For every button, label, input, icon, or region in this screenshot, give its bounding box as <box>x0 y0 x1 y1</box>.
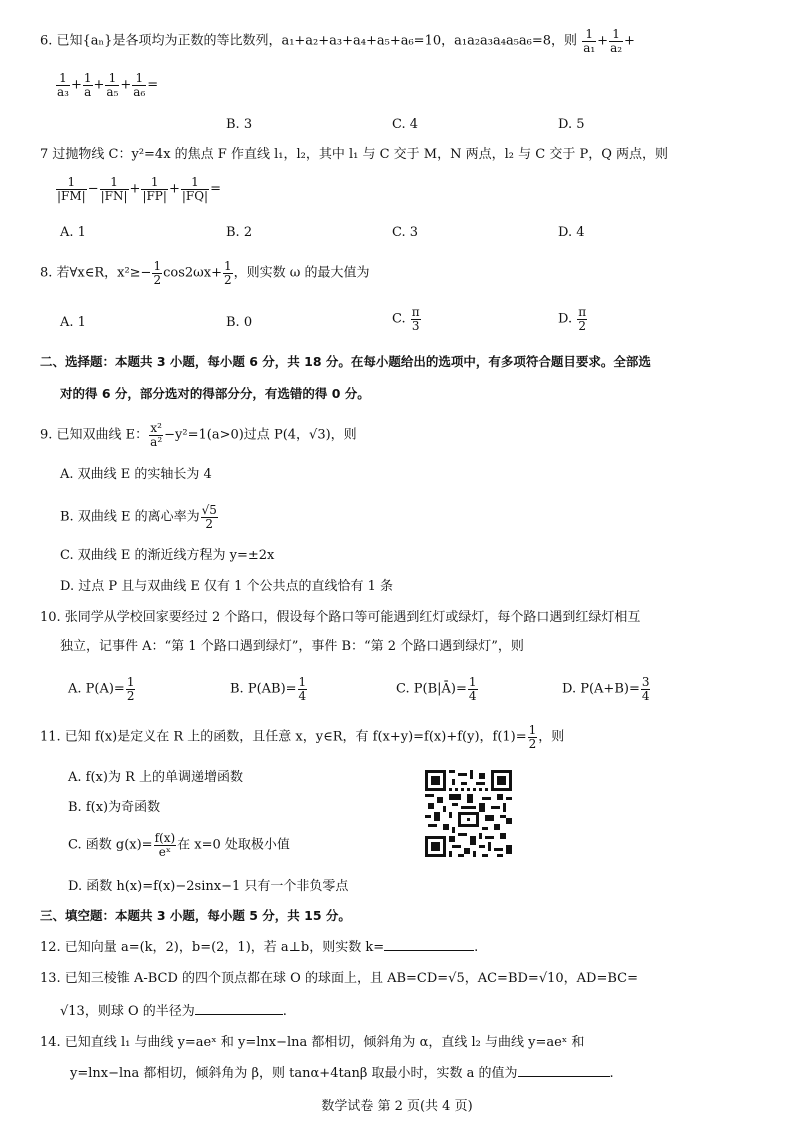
q8-option-b: B. 0 <box>226 315 253 330</box>
frac: $\frac{1}{|FP|}$ <box>142 175 167 203</box>
q10-stem-cont: 独立，记事件 A：“第 1 个路口遇到绿灯”，事件 B：“第 2 个路口遇到绿灯”，则 <box>60 639 524 654</box>
q13-answer-blank[interactable] <box>195 1004 283 1015</box>
q6-stem-cont: $\frac{1}{\text{a₃}}$ + $\frac{1}{a}$ + $\frac{1}{\text{a₅}}$ + $\frac{1}{\text{a₆}}$ = <box>57 71 159 99</box>
frac: $\frac{1}{2}$ <box>153 259 162 287</box>
section3-heading: 三、填空题：本题共 3 小题，每小题 5 分，共 15 分。 <box>40 908 351 923</box>
frac: $\frac{1}{\text{a₅}}$ <box>106 71 119 99</box>
frac: $\frac{\pi}{2}$ <box>578 305 587 333</box>
q8-stem: 8. 若∀x∈R，x²≥− $\frac{1}{2}$ cos2ωx+ $\frac{1}{2}$ ，则实数 ω 的最大值为 <box>40 259 370 287</box>
frac: $\frac{1}{\text{a₆}}$ <box>133 71 146 99</box>
q6-option-d: D. 5 <box>558 117 585 132</box>
q11-option-c: C. 函数 g(x)= $\frac{f(x)}{\text{eˣ}}$ 在 x=0 处取极小值 <box>68 831 290 859</box>
q8-option-a: A. 1 <box>60 315 86 330</box>
frac: $\frac{√5}{2}$ <box>201 503 217 531</box>
q9-option-a: A. 双曲线 E 的实轴长为 4 <box>60 467 212 482</box>
q9-stem: 9. 已知双曲线 E： $\frac{\text{x²}}{\text{a²}}$ −y²=1(a>0)过点 P(4，√3)，则 <box>40 421 357 449</box>
q9-option-b: B. 双曲线 E 的离心率为 $\frac{√5}{2}$ <box>60 503 217 531</box>
q11-option-d: D. 函数 h(x)=f(x)−2sinx−1 只有一个非负零点 <box>68 879 349 894</box>
q7-option-d: D. 4 <box>558 225 585 240</box>
frac: $\frac{1}{2}$ <box>223 259 232 287</box>
frac: $\frac{1}{2}$ <box>126 675 135 703</box>
frac: $\frac{1}{\text{a₂}}$ <box>610 27 623 55</box>
q10-stem: 10. 张同学从学校回家要经过 2 个路口，假设每个路口等可能遇到红灯或绿灯，每个路口遇到红绿灯相互 <box>40 610 641 625</box>
frac: $\frac{1}{\text{a₃}}$ <box>57 71 69 99</box>
frac: $\frac{1}{a}$ <box>83 71 92 99</box>
qr-code-image <box>425 770 512 857</box>
frac: $\frac{1}{4}$ <box>468 675 477 703</box>
q12-stem: 12. 已知向量 a=(k，2)，b=(2，1)，若 a⊥b，则实数 k= . <box>40 940 479 955</box>
q14-stem: 14. 已知直线 l₁ 与曲线 y=aeˣ 和 y=lnx−lna 都相切，倾斜角为 α，直线 l₂ 与曲线 y=aeˣ 和 <box>40 1035 585 1050</box>
frac: $\frac{1}{\text{a₁}}$ <box>583 27 596 55</box>
frac: $\frac{1}{|FM|}$ <box>57 175 86 203</box>
q10-option-d: D. P(A+B)= $\frac{3}{4}$ <box>562 675 650 703</box>
q7-expression: $\frac{1}{|FM|}$ − $\frac{1}{|FN|}$ + $\frac{1}{|FP|}$ + $\frac{1}{|FQ|}$ = <box>57 175 221 203</box>
q14-stem-cont: y=lnx−lna 都相切，倾斜角为 β，则 tanα+4tanβ 取最小时，实数 a 的值为 . <box>70 1066 614 1081</box>
q7-stem: 7 过抛物线 C：y²=4x 的焦点 F 作直线 l₁，l₂，其中 l₁ 与 C 交于 M，N 两点，l₂ 与 C 交于 P，Q 两点，则 <box>40 147 668 162</box>
frac: $\frac{3}{4}$ <box>641 675 650 703</box>
q13-stem-cont: √13，则球 O 的半径为 . <box>60 1004 287 1019</box>
q9-option-d: D. 过点 P 且与双曲线 E 仅有 1 个公共点的直线恰有 1 条 <box>60 579 394 594</box>
frac: $\frac{1}{|FN|}$ <box>100 175 128 203</box>
q10-option-c: C. P(B|Ā)= $\frac{1}{4}$ <box>396 675 477 703</box>
q6-option-b: B. 3 <box>226 117 253 132</box>
section2-heading: 二、选择题：本题共 3 小题，每小题 6 分，共 18 分。在每小题给出的选项中，有多项符合题目要求。全部选 <box>40 354 651 369</box>
q11-option-b: B. f(x)为奇函数 <box>68 800 161 815</box>
frac: $\frac{\text{x²}}{\text{a²}}$ <box>150 421 163 449</box>
q7-option-b: B. 2 <box>226 225 253 240</box>
frac: $\frac{1}{|FQ|}$ <box>181 175 209 203</box>
frac: $\frac{f(x)}{\text{eˣ}}$ <box>154 831 176 859</box>
q12-answer-blank[interactable] <box>384 940 474 951</box>
frac: $\frac{\pi}{3}$ <box>411 305 420 333</box>
q7-option-a: A. 1 <box>60 225 86 240</box>
q8-option-c: C. $\frac{\pi}{3}$ <box>392 305 420 333</box>
q6-option-c: C. 4 <box>392 117 419 132</box>
q11-stem: 11. 已知 f(x)是定义在 R 上的函数，且任意 x，y∈R，有 f(x+y)=f(x)+f(y)，f(1)= $\frac{1}{2}$ ，则 <box>40 723 565 751</box>
q6-stem: 6. 已知{aₙ}是各项均为正数的等比数列，a₁+a₂+a₃+a₄+a₅+a₆=10，a₁a₂a₃a₄a₅a₆=8，则 $\frac{1}{\text{a₁}}$ + $\frac{1}{\text{a₂}}$ + <box>40 27 635 55</box>
q11-option-a: A. f(x)为 R 上的单调递增函数 <box>68 770 243 785</box>
q8-option-d: D. $\frac{\pi}{2}$ <box>558 305 587 333</box>
q13-stem: 13. 已知三棱锥 A-BCD 的四个顶点都在球 O 的球面上，且 AB=CD=√5，AC=BD=√10，AD=BC= <box>40 971 638 986</box>
q7-option-c: C. 3 <box>392 225 419 240</box>
section2-heading-cont: 对的得 6 分，部分选对的得部分分，有选错的得 0 分。 <box>60 386 370 401</box>
frac: $\frac{1}{4}$ <box>298 675 307 703</box>
q10-option-a: A. P(A)= $\frac{1}{2}$ <box>68 675 135 703</box>
frac: $\frac{1}{2}$ <box>528 723 537 751</box>
q14-answer-blank[interactable] <box>518 1066 610 1077</box>
page-footer: 数学试卷 第 2 页(共 4 页) <box>321 1099 473 1114</box>
q9-option-c: C. 双曲线 E 的渐近线方程为 y=±2x <box>60 548 275 563</box>
q10-option-b: B. P(AB)= $\frac{1}{4}$ <box>230 675 307 703</box>
